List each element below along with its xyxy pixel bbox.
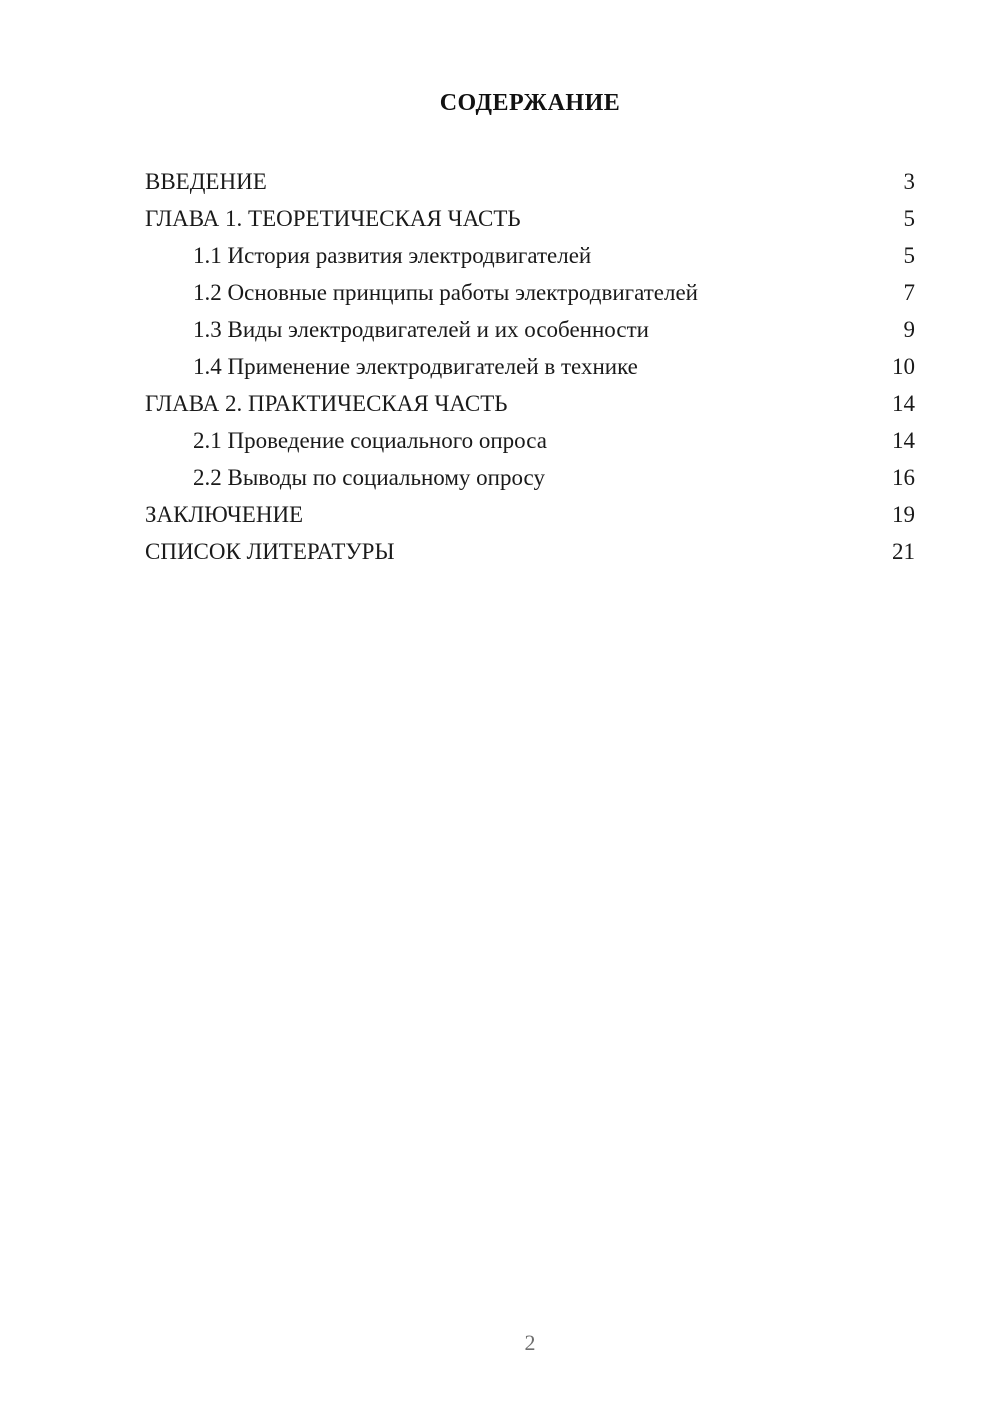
- toc-entry: [145, 163, 915, 200]
- toc-entry: [145, 348, 915, 385]
- toc-entry-page-number: 14: [892, 428, 915, 453]
- toc-entry-page-number: 9: [903, 317, 915, 342]
- toc-entry-label: ГЛАВА 1. ТЕОРЕТИЧЕСКАЯ ЧАСТЬ: [145, 206, 521, 231]
- toc-entry: [145, 459, 915, 496]
- toc-entry-label: СПИСОК ЛИТЕРАТУРЫ: [145, 539, 395, 564]
- toc-entry: [145, 311, 915, 348]
- table-of-contents: [145, 163, 915, 570]
- toc-entry: [145, 533, 915, 570]
- toc-entry: [145, 200, 915, 237]
- toc-entry-label: 1.4 Применение электродвигателей в технике: [193, 354, 638, 379]
- toc-entry: [145, 496, 915, 533]
- toc-entry-page-number: 21: [892, 539, 915, 564]
- toc-entry: [145, 385, 915, 422]
- toc-entry: [145, 237, 915, 274]
- toc-entry-page-number: 5: [903, 243, 915, 268]
- toc-entry-label: ГЛАВА 2. ПРАКТИЧЕСКАЯ ЧАСТЬ: [145, 391, 508, 416]
- toc-entry-page-number: 14: [892, 391, 915, 416]
- toc-entry-label: 2.2 Выводы по социальному опросу: [193, 465, 545, 490]
- toc-entry-page-number: 3: [903, 169, 915, 194]
- toc-entry-label: 1.3 Виды электродвигателей и их особенности: [193, 317, 649, 342]
- toc-entry-page-number: 7: [903, 280, 915, 305]
- toc-entry: [145, 274, 915, 311]
- toc-entry-label: ЗАКЛЮЧЕНИЕ: [145, 502, 304, 527]
- page-number: 2: [524, 1330, 536, 1355]
- toc-entry-label: ВВЕДЕНИЕ: [145, 169, 267, 194]
- page-title: СОДЕРЖАНИЕ: [439, 90, 621, 116]
- toc-entry-page-number: 16: [892, 465, 915, 490]
- toc-entry-label: 2.1 Проведение социального опроса: [193, 428, 547, 453]
- toc-entry-page-number: 10: [892, 354, 915, 379]
- toc-entry-label: 1.1 История развития электродвигателей: [193, 243, 592, 268]
- toc-entry-label: 1.2 Основные принципы работы электродвигателей: [193, 280, 698, 305]
- toc-entry: [145, 422, 915, 459]
- toc-entry-page-number: 5: [903, 206, 915, 231]
- toc-entry-page-number: 19: [892, 502, 915, 527]
